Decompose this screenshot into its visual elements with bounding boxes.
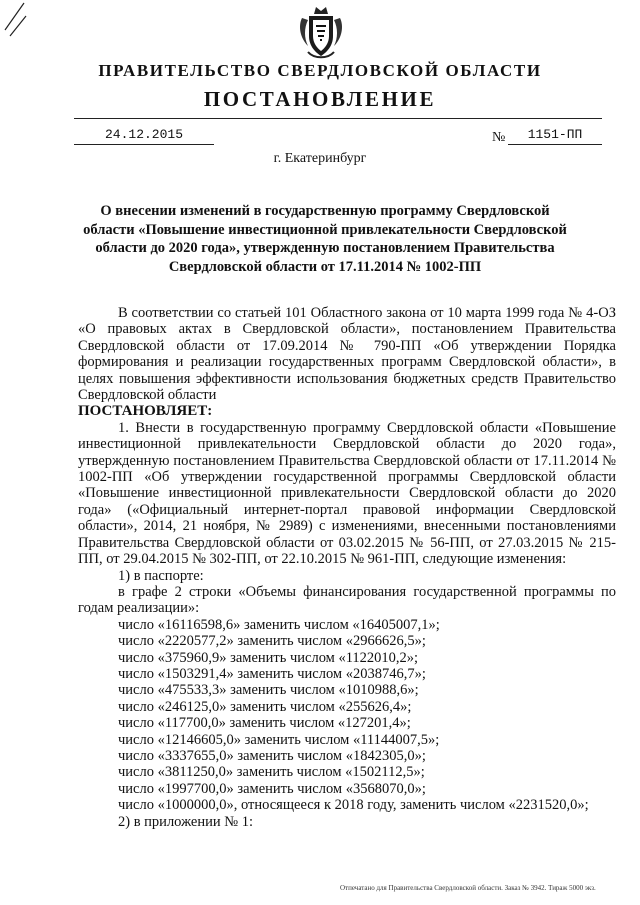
list-item: число «475533,3» заменить числом «1010988,6»;: [118, 682, 419, 699]
list-item: число «1000000,0», относящееся к 2018 году, заменить числом «2231520,0»;: [118, 797, 589, 814]
list-item: число «375960,9» заменить числом «1122010,2»;: [118, 649, 419, 666]
issue-city: г. Екатеринбург: [273, 151, 367, 166]
list-item: число «2220577,2» заменить числом «2966626,5»;: [118, 633, 426, 650]
list-item: число «16116598,6» заменить числом «16405007,1»;: [118, 616, 440, 633]
subitem-2: 2) в приложении № 1:: [118, 813, 253, 830]
item-1-paragraph: 1. Внести в государственную программу Свердловской области «Повышение инвестиционной привлекательности Свердловской области до 2020 года», утвержденную постановлением Правительства Свердловской области от 17.11.2014 № 1002-ПП «Об утверждении государственной программы Свердловской области «Повышение инвестиционной привлекательности Свердловской области до 2020 года» («Официальный интернет-портал правовой информации Свердловской области», 2014, 21 ноября, № 2989) с изменениями, внесенными постановлениями Правительства Свердловской области от 03.02.2015 № 56-ПП, от 27.03.2015 № 215-ПП, от 29.04.2015 № 302-ПП, от 22.10.2015 № 961-ПП, следующие изменения:: [78, 419, 616, 568]
preamble-paragraph: В соответствии со статьей 101 Областного закона от 10 марта 1999 года № 4-ОЗ «О правовых актах в Свердловской области», постановлением Правительства Свердловской области от 17.09.2014 № 790-ПП «Об утверждении Порядка формирования и реализации государственных программ Свердловской области», в целях повышения эффективности использования бюджетных средств Правительство Свердловской области: [78, 305, 616, 404]
document-number: 1151-ПП: [508, 127, 602, 145]
list-item: число «246125,0» заменить числом «255626,4»;: [118, 698, 412, 715]
coat-of-arms-icon: [296, 4, 346, 62]
document-type: ПОСТАНОВЛЕНИЕ: [203, 87, 437, 111]
list-item: число «3337655,0» заменить числом «1842305,0»;: [118, 747, 426, 764]
government-name: ПРАВИТЕЛЬСТВО СВЕРДЛОВСКОЙ ОБЛАСТИ: [98, 61, 542, 80]
subitem-1: 1) в паспорте:: [118, 567, 204, 584]
number-sign: №: [492, 130, 506, 145]
print-footer: Отпечатано для Правительства Свердловской области. Заказ № 3942. Тираж 5000 экз.: [340, 884, 596, 892]
document-date: 24.12.2015: [74, 127, 214, 145]
list-item: число «1997700,0» заменить числом «3568070,0»;: [118, 780, 426, 797]
list-item: число «12146605,0» заменить числом «11144007,5»;: [118, 731, 440, 748]
resolves-heading: ПОСТАНОВЛЯЕТ:: [78, 403, 213, 420]
corner-mark-icon: [2, 0, 32, 40]
list-item: число «3811250,0» заменить числом «1502112,5»;: [118, 764, 425, 781]
header-divider: [74, 118, 602, 119]
document-body: [78, 305, 616, 830]
document-title: О внесении изменений в государственную программу Свердловской области «Повышение инвестиционной привлекательности Свердловской области до 2020 года», утвержденную постановлением Правительства Свердловской области от 17.11.2014 № 1002-ПП: [83, 203, 567, 275]
subitem-1-text: в графе 2 строки «Объемы финансирования государственной программы по годам реализации»:: [78, 583, 616, 617]
replacement-list: [78, 617, 616, 814]
list-item: число «117700,0» заменить числом «127201,4»;: [118, 715, 411, 732]
list-item: число «1503291,4» заменить числом «2038746,7»;: [118, 665, 426, 682]
